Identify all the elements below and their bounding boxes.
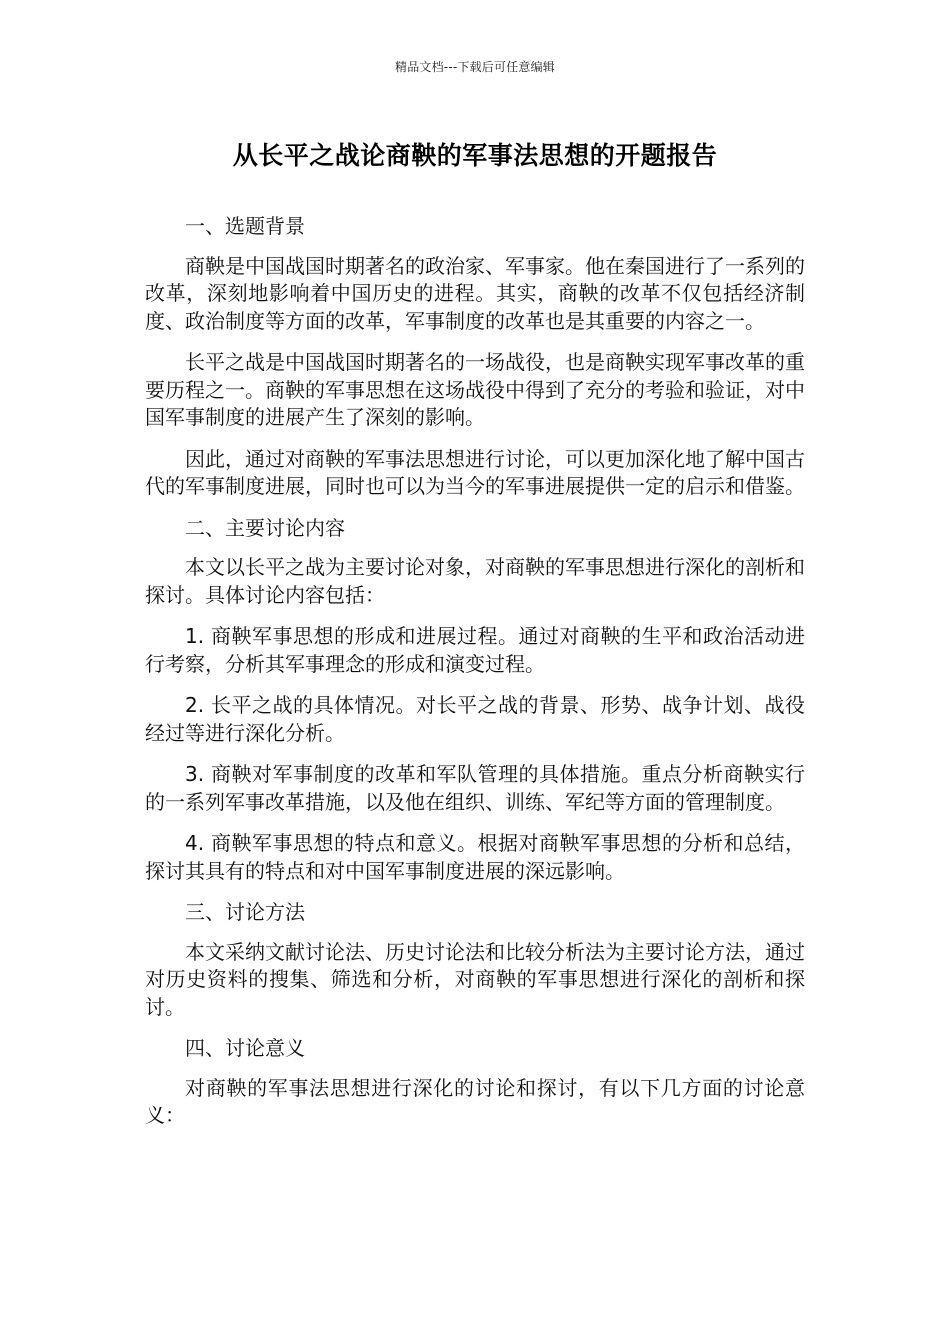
paragraph-methods: 本文采纳文献讨论法、历史讨论法和比较分析法为主要讨论方法，通过对历史资料的搜集、筛选和分析，对商鞅的军事思想进行深化的剖析和探讨。 <box>145 939 805 1019</box>
section-heading-1: 一、选题背景 <box>185 214 305 238</box>
list-item-4: 4. 商鞅军事思想的特点和意义。根据对商鞅军事思想的分析和总结，探讨其具有的特点和对中国军事制度进展的深远影响。 <box>145 831 805 883</box>
list-item-2: 2. 长平之战的具体情况。对长平之战的背景、形势、战争计划、战役经过等进行深化分析。 <box>145 693 805 745</box>
list-item-3: 3. 商鞅对军事制度的改革和军队管理的具体措施。重点分析商鞅实行的一系列军事改革措施，以及他在组织、训练、军纪等方面的管理制度。 <box>145 762 805 814</box>
paragraph-significance: 对商鞅的军事法思想进行深化的讨论和探讨，有以下几方面的讨论意义： <box>145 1075 805 1127</box>
list-item-1: 1. 商鞅军事思想的形成和进展过程。通过对商鞅的生平和政治活动进行考察，分析其军事理念的形成和演变过程。 <box>145 624 805 676</box>
paragraph-background-2: 长平之战是中国战国时期著名的一场战役，也是商鞅实现军事改革的重要历程之一。商鞅的军事思想在这场战役中得到了充分的考验和验证，对中国军事制度的进展产生了深刻的影响。 <box>145 350 805 429</box>
header-note: 精品文档---下载后可任意编辑 <box>395 60 555 74</box>
section-heading-2: 二、主要讨论内容 <box>185 515 345 540</box>
section-heading-4: 四、讨论意义 <box>185 1036 305 1060</box>
document-body <box>145 213 805 1144</box>
paragraph-background-1: 商鞅是中国战国时期著名的政治家、军事家。他在秦国进行了一系列的改革，深刻地影响着中国历史的进程。其实，商鞅的改革不仅包括经济制度、政治制度等方面的改革，军事制度的改革也是其重要的内容之一。 <box>145 253 805 333</box>
document-title: 从长平之战论商鞅的军事法思想的开题报告 <box>232 141 718 170</box>
section-heading-3: 三、讨论方法 <box>185 900 305 924</box>
paragraph-background-3: 因此，通过对商鞅的军事法思想进行讨论，可以更加深化地了解中国古代的军事制度进展，同时也可以为当今的军事进展提供一定的启示和借鉴。 <box>145 446 805 498</box>
paragraph-content-intro: 本文以长平之战为主要讨论对象，对商鞅的军事思想进行深化的剖析和探讨。具体讨论内容包括： <box>145 555 805 607</box>
